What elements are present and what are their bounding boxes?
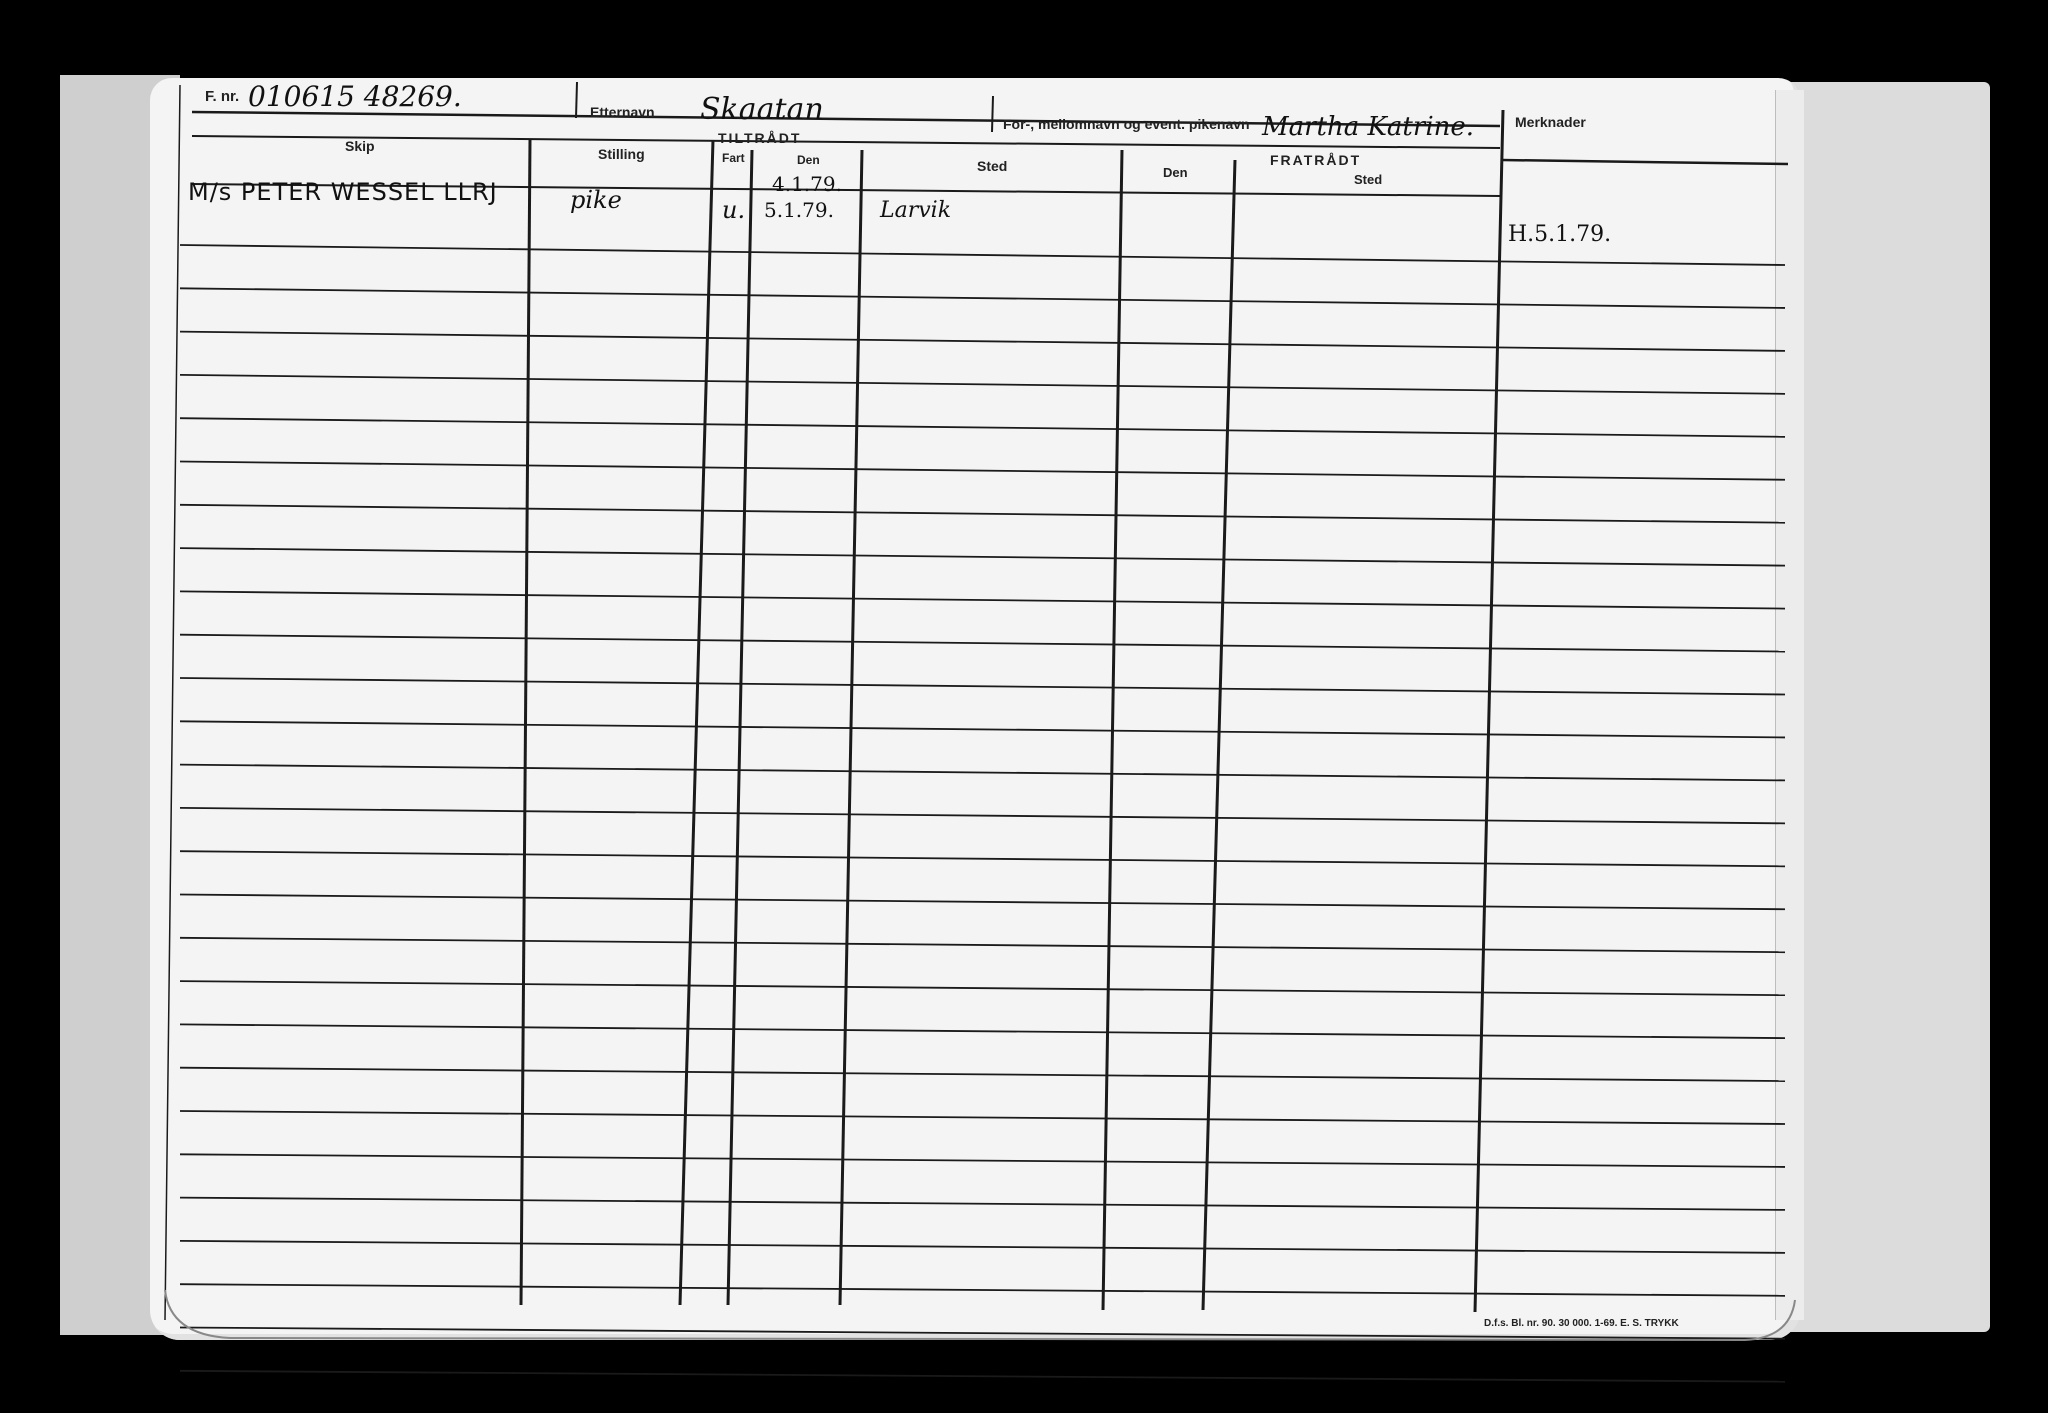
- fnr-value: 010615 48269.: [248, 80, 462, 113]
- row-rule: [180, 1328, 1785, 1339]
- row-rule: [180, 332, 1785, 351]
- row-rule: [180, 895, 1785, 910]
- etternavn-label: Etternavn: [590, 104, 655, 120]
- merknader-rule: [1502, 160, 1788, 164]
- merknader-label: Merknader: [1515, 114, 1586, 130]
- row-rule: [180, 505, 1785, 523]
- row-rule: [180, 1198, 1785, 1210]
- printer-imprint: D.f.s. Bl. nr. 90. 30 000. 1-69. E. S. TRYKK: [1484, 1318, 1679, 1329]
- vcol-fratsted-merknader: [1475, 110, 1503, 1312]
- row-rule: [180, 375, 1785, 394]
- row-rule: [180, 548, 1785, 566]
- row-rule: [180, 245, 1785, 265]
- entry-den: 5.1.79.: [764, 198, 834, 222]
- row-rule: [180, 851, 1785, 866]
- row-rule: [180, 1111, 1785, 1124]
- entry-skip: M/s PETER WESSEL LLRJ: [188, 178, 498, 206]
- etternavn-value: Skaatan: [700, 92, 824, 127]
- fornavn-divider: [992, 96, 993, 132]
- row-rule: [180, 591, 1785, 608]
- col-fratradt: FRATRÅDT: [1270, 152, 1362, 168]
- row-rule: [180, 938, 1785, 952]
- row-rule: [180, 462, 1785, 480]
- col-stilling: Stilling: [598, 146, 645, 162]
- row-rule: [180, 1284, 1785, 1296]
- col-den: Den: [797, 153, 820, 167]
- fnr-label: F. nr.: [205, 88, 240, 105]
- entry-den-top: 4.1.79.: [772, 172, 842, 196]
- col-frat-sted: Sted: [1354, 172, 1383, 187]
- row-rule: [180, 1154, 1785, 1167]
- fornavn-value: Martha Katrine.: [1262, 112, 1475, 142]
- entry-merknader: H.5.1.79.: [1508, 222, 1612, 247]
- entry-sted: Larvik: [880, 198, 952, 223]
- row-rule: [180, 808, 1785, 823]
- row-rule: [180, 721, 1785, 737]
- etternavn-divider: [576, 82, 577, 118]
- entry-fart: u.: [722, 196, 746, 224]
- row-rule: [180, 635, 1785, 652]
- row-rule: [180, 1371, 1785, 1382]
- vcol-stilling-fart: [680, 140, 713, 1305]
- row-rule: [180, 981, 1785, 995]
- col-sted: Sted: [977, 158, 1008, 174]
- col-fart: Fart: [722, 151, 745, 165]
- row-rule: [180, 1024, 1785, 1038]
- vcol-fratden-fratsted: [1203, 160, 1235, 1310]
- row-rule: [180, 418, 1785, 437]
- row-rule: [180, 678, 1785, 695]
- row-rule: [180, 1241, 1785, 1253]
- col-skip: Skip: [345, 138, 375, 154]
- col-frat-den: Den: [1163, 165, 1188, 180]
- row-rule: [180, 288, 1785, 308]
- row-rule: [180, 765, 1785, 781]
- col-tiltradt: TILTRÅDT: [718, 130, 802, 146]
- entry-stilling: pike: [570, 186, 622, 214]
- vcol-skip-stilling: [521, 140, 530, 1305]
- row-rule: [180, 1068, 1785, 1081]
- fornavn-label: For-, mellomnavn og event. pikenavn: [1003, 116, 1250, 132]
- card-left-edge: [165, 85, 180, 1320]
